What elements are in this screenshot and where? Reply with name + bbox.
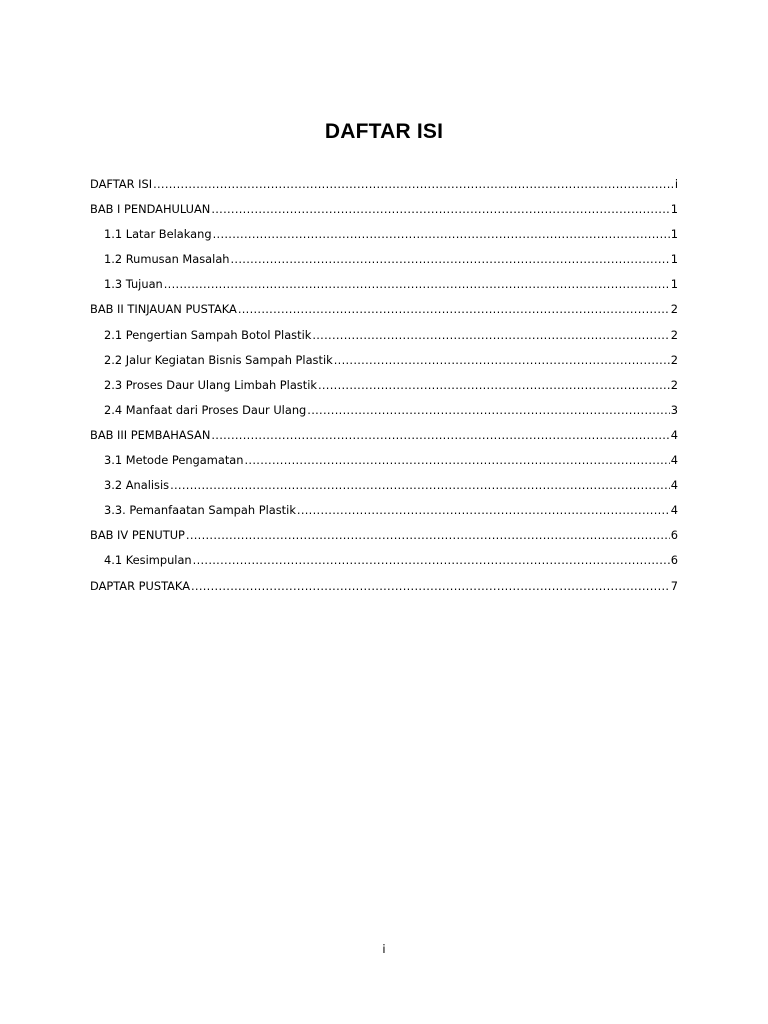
toc-dot-leader [312,328,669,342]
toc-entry-page: 4 [670,478,678,493]
toc-chapter-entry [90,428,678,453]
toc-entry-page: 2 [670,327,678,342]
page-title: DAFTAR ISI [324,120,444,144]
toc-entry-label: 2.4 Manfaat dari Proses Daur Ulang [104,402,307,417]
toc-entry-label: 3.3. Pemanfaatan Sampah Plastik [104,503,296,518]
toc-entry-page: 2 [670,352,678,367]
toc-entry-page: 4 [670,453,678,468]
toc-chapter-entry [90,202,678,227]
toc-subsection-entry [90,503,678,528]
toc-dot-leader [238,302,670,316]
toc-entry-page: 1 [670,252,678,267]
toc-dot-leader [164,277,670,291]
toc-dot-leader [245,453,670,467]
toc-subsection-entry [90,378,678,403]
toc-dot-leader [193,553,670,567]
toc-entry-label: 1.1 Latar Belakang [104,227,212,242]
toc-entry-page: 4 [670,503,678,518]
toc-subsection-entry [90,252,678,277]
toc-entry-label: 1.2 Rumusan Masalah [104,252,230,267]
toc-entry-label: DAPTAR PUSTAKA [90,578,190,593]
toc-dot-leader [211,428,669,442]
toc-entry-page: 3 [670,402,678,417]
toc-subsection-entry [90,353,678,378]
toc-dot-leader [231,252,670,266]
toc-entry-label: BAB II TINJAUAN PUSTAKA [90,302,237,317]
toc-entry-label: 4.1 Kesimpulan [104,553,192,568]
toc-dot-leader [297,503,670,517]
toc-dot-leader [334,353,670,367]
toc-dot-leader [186,528,670,542]
toc-subsection-entry [90,227,678,252]
toc-entry-label: BAB I PENDAHULUAN [90,202,211,217]
toc-subsection-entry [90,478,678,503]
toc-entry-label: 2.2 Jalur Kegiatan Bisnis Sampah Plastik [104,352,333,367]
toc-chapter-entry [90,579,678,604]
toc-dot-leader [307,403,669,417]
toc-entry-label: 2.1 Pengertian Sampah Botol Plastik [104,327,312,342]
toc-dot-leader [153,177,674,191]
toc-subsection-entry [90,403,678,428]
toc-entry-page: 2 [670,302,678,317]
toc-chapter-entry [90,302,678,327]
toc-entry-label: BAB III PEMBAHASAN [90,427,211,442]
toc-entry-label: 1.3 Tujuan [104,277,163,292]
toc-subsection-entry [90,453,678,478]
toc-entry-label: 3.2 Analisis [104,478,170,493]
toc-dot-leader [170,478,670,492]
toc-dot-leader [318,378,670,392]
toc-dot-leader [213,227,670,241]
toc-entry-page: 1 [670,227,678,242]
toc-subsection-entry [90,328,678,353]
toc-entry-page: 1 [670,277,678,292]
toc-entry-label: BAB IV PENUTUP [90,528,185,543]
table-of-contents [90,177,678,604]
toc-entry-page: 2 [670,377,678,392]
toc-entry-label: DAFTAR ISI [90,177,153,191]
toc-entry-page: 6 [670,528,678,543]
toc-entry-page: 6 [670,553,678,568]
toc-entry-page: 7 [670,578,678,593]
page-number: i [382,942,386,956]
toc-entry-label: 3.1 Metode Pengamatan [104,453,244,468]
toc-chapter-entry [90,528,678,553]
toc-dot-leader [211,202,669,216]
toc-entry-page: 1 [670,202,678,217]
toc-entry-page: 4 [670,427,678,442]
toc-subsection-entry [90,277,678,302]
toc-dot-leader [191,579,670,593]
toc-subsection-entry [90,553,678,578]
toc-chapter-entry [90,177,678,202]
toc-entry-page: i [674,177,678,191]
toc-entry-label: 2.3 Proses Daur Ulang Limbah Plastik [104,377,317,392]
